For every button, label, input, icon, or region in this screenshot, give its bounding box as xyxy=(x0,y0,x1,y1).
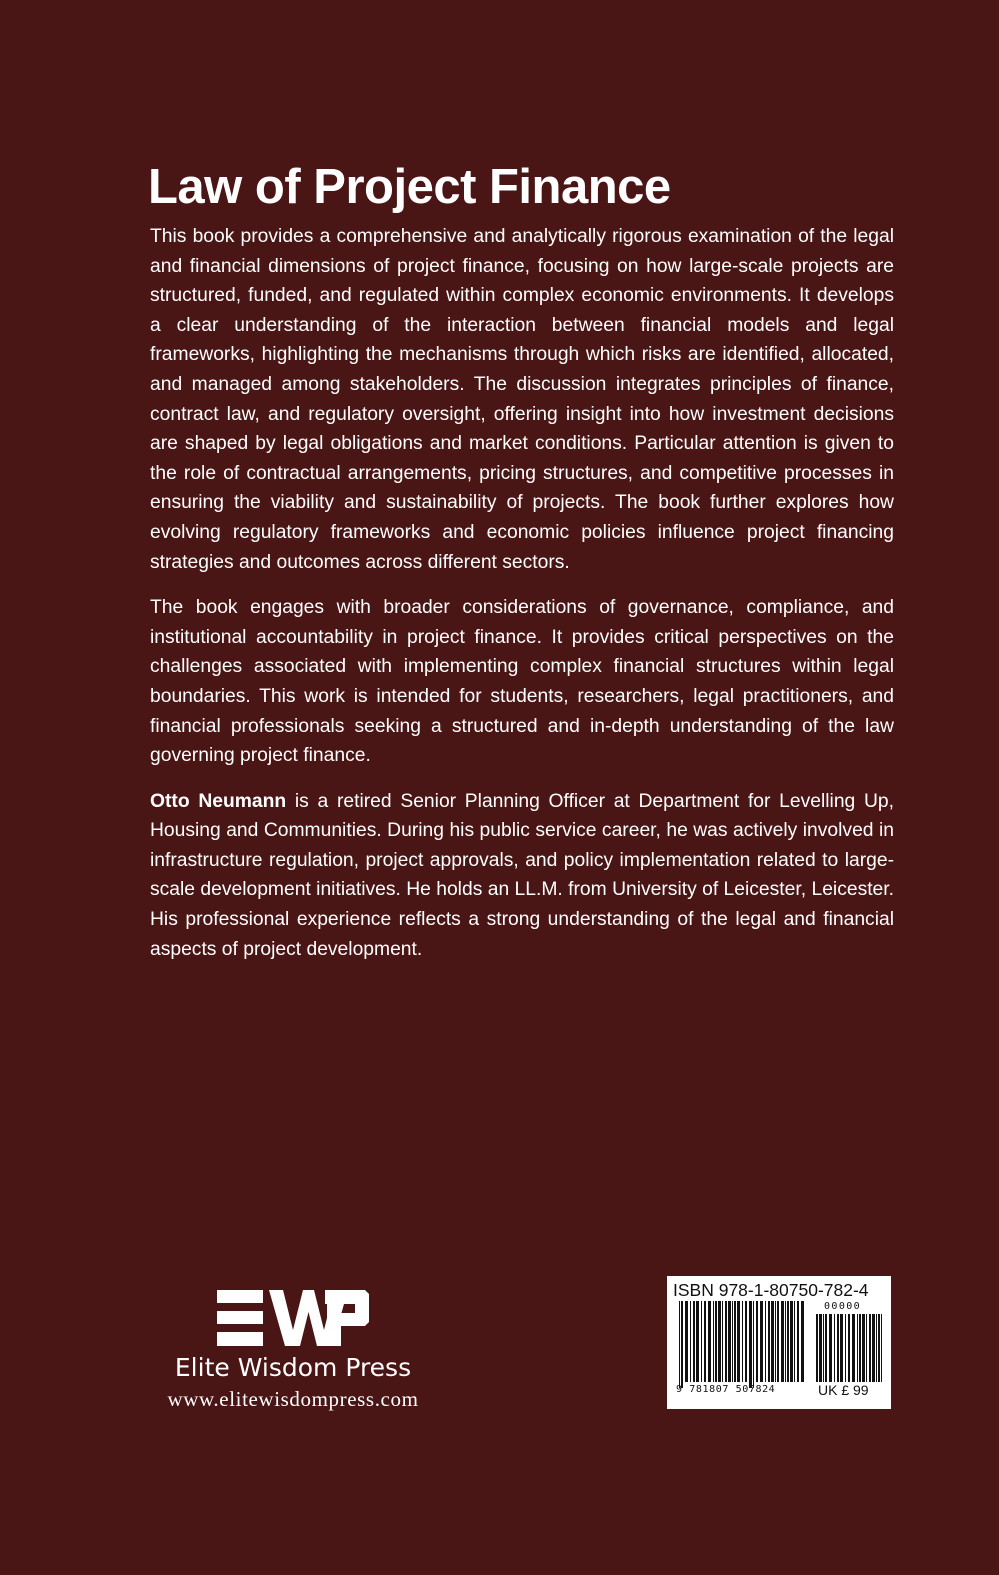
price-label: UK £ 99 xyxy=(818,1382,869,1398)
author-name: Otto Neumann xyxy=(150,790,287,812)
barcode-addon-code: 00000 xyxy=(824,1301,862,1312)
isbn-barcode xyxy=(667,1276,891,1409)
publisher-block xyxy=(148,1290,438,1412)
publisher-url: www.elitewisdompress.com xyxy=(167,1387,419,1411)
book-title: Law of Project Finance xyxy=(148,160,671,214)
blurb xyxy=(150,222,894,980)
isbn-label: ISBN 978-1-80750-782-4 xyxy=(673,1280,869,1300)
author-bio-text: is a retired Senior Planning Officer at Department for Levelling Up, Housing and Communities. During his public service career, he was actively involved in infrastructure regulation, project approvals, and policy implementation related to large-scale development initiatives. He holds an LL.M. from University of Leicester, Leicester. His professional experience reflects a strong understanding of the legal and financial aspects of project development. xyxy=(150,790,894,960)
blurb-paragraph-1: This book provides a comprehensive and analytically rigorous examination of the legal and financial dimensions of project finance, focusing on how large-scale projects are structured, funded, and regulated within complex economic environments. It develops a clear understanding of the interaction between financial models and legal frameworks, highlighting the mechanisms through which risks are identified, allocated, and managed among stakeholders. The discussion integrates principles of finance, contract law, and regulatory oversight, offering insight into how investment decisions are shaped by legal obligations and market conditions. Particular attention is given to the role of contractual arrangements, pricing structures, and competitive processes in ensuring the viability and sustainability of projects. The book further explores how evolving regulatory frameworks and economic policies influence project financing strategies and outcomes across different sectors. xyxy=(150,226,894,573)
blurb-paragraph-2: The book engages with broader considerations of governance, compliance, and institutional accountability in project finance. It provides critical perspectives on the challenges associated with implementing complex financial structures within legal boundaries. This work is intended for students, researchers, legal practitioners, and financial professionals seeking a structured and in-depth understanding of the law governing project finance. xyxy=(150,597,894,767)
author-bio xyxy=(150,787,894,965)
publisher-logo-icon xyxy=(217,1290,369,1346)
barcode-digits: 9 781807 507824 xyxy=(676,1384,776,1395)
publisher-name: Elite Wisdom Press xyxy=(174,1353,412,1382)
